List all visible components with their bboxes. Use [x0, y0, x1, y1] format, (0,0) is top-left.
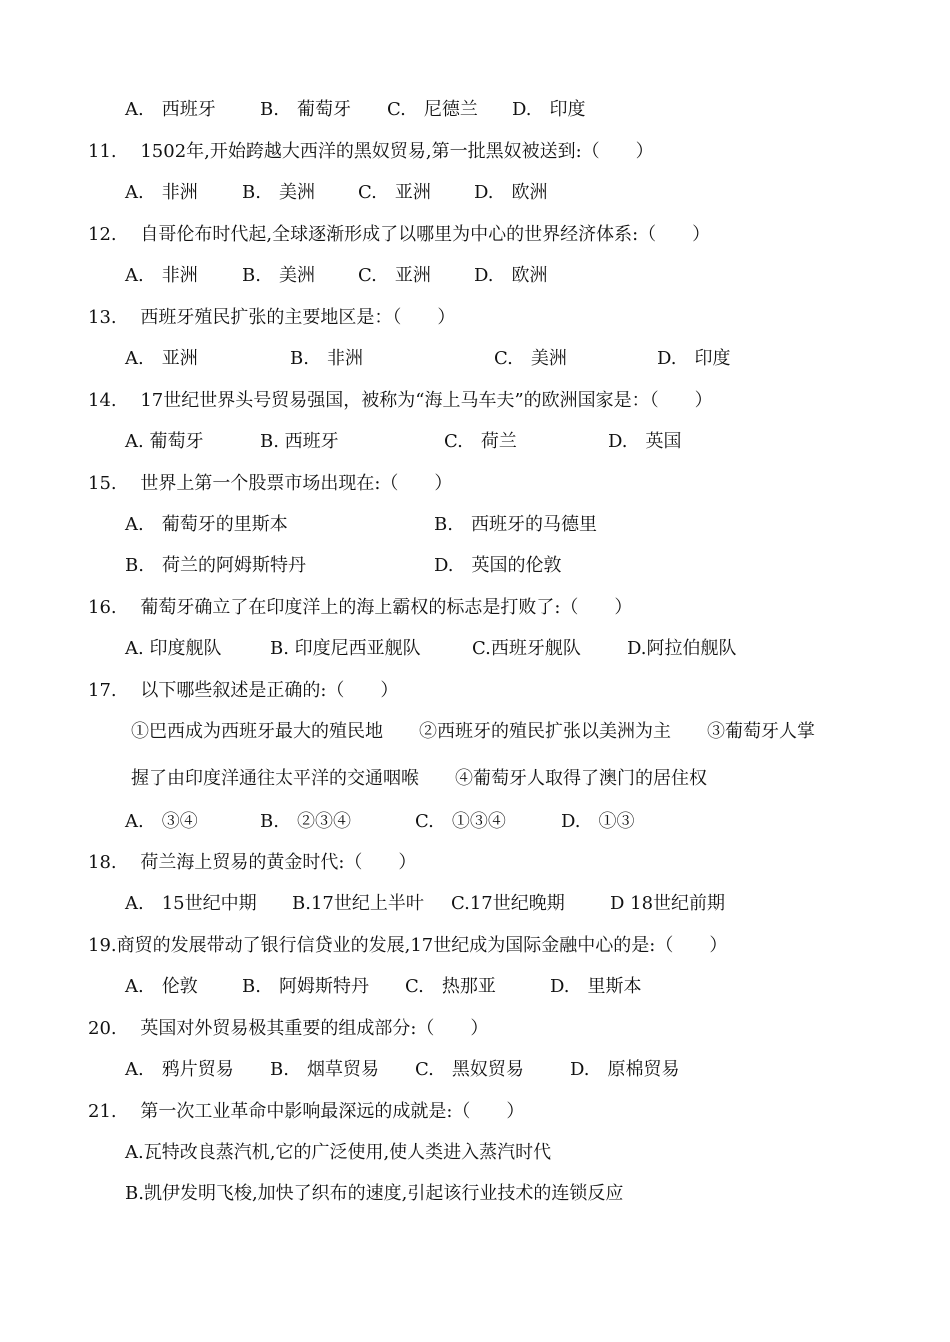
- option-b: B. 美洲: [242, 182, 315, 203]
- option-b: B. 西班牙: [260, 431, 339, 452]
- option-c: C. 亚洲: [358, 182, 431, 203]
- option-b: B. ②③④: [260, 811, 351, 832]
- option-d: D. ①③: [561, 811, 635, 832]
- option-d: D. 印度: [512, 99, 586, 120]
- option-d: D. 欧洲: [474, 182, 548, 203]
- option-b: B. 阿姆斯特丹: [242, 976, 369, 997]
- option-a: A. 伦敦: [125, 976, 198, 997]
- option-a: A. 西班牙: [125, 99, 216, 120]
- option-c: C.17世纪晚期: [451, 893, 565, 914]
- option-a: A. 葡萄牙的里斯本: [125, 514, 288, 535]
- option-c: C. 亚洲: [358, 265, 431, 286]
- option-b: B. 印度尼西亚舰队: [270, 638, 421, 659]
- question-stem: 20. 英国对外贸易极其重要的组成部分:（ ）: [88, 1018, 489, 1039]
- question-stem: 14. 17世纪世界头号贸易强国，被称为“海上马车夫”的欧洲国家是：（ ）: [88, 390, 713, 411]
- option-b: B. 非洲: [290, 348, 363, 369]
- question-stem: 13. 西班牙殖民扩张的主要地区是：（ ）: [88, 307, 456, 328]
- option-a: A. 非洲: [125, 182, 198, 203]
- option-a: A. 印度舰队: [125, 638, 222, 659]
- option-d: D. 原棉贸易: [570, 1059, 680, 1080]
- option-a: A. 15世纪中期: [125, 893, 257, 914]
- option-a: A. 亚洲: [125, 348, 198, 369]
- option-d: D. 欧洲: [474, 265, 548, 286]
- option-c: C. 荷兰: [444, 431, 517, 452]
- option-c: C. 美洲: [494, 348, 567, 369]
- option-c: C. ①③④: [415, 811, 506, 832]
- option-c: C. 热那亚: [405, 976, 496, 997]
- option-b: B.凯伊发明飞梭,加快了织布的速度,引起该行业技术的连锁反应: [125, 1183, 624, 1204]
- option-a: A. 鸦片贸易: [125, 1059, 234, 1080]
- question-stem: 16. 葡萄牙确立了在印度洋上的海上霸权的标志是打败了:（ ）: [88, 597, 633, 618]
- statement-line-1: ①巴西成为西班牙最大的殖民地 ②西班牙的殖民扩张以美洲为主 ③葡萄牙人掌: [131, 721, 815, 742]
- question-stem: 15. 世界上第一个股票市场出现在:（ ）: [88, 473, 453, 494]
- option-b: B. 葡萄牙: [260, 99, 351, 120]
- option-a: A.瓦特改良蒸汽机,它的广泛使用,使人类进入蒸汽时代: [125, 1142, 552, 1163]
- statement-line-2: 握了由印度洋通往太平洋的交通咽喉 ④葡萄牙人取得了澳门的居住权: [131, 768, 707, 789]
- option-a: A. 非洲: [125, 265, 198, 286]
- option-c: C. 黑奴贸易: [415, 1059, 524, 1080]
- option-a: A. 葡萄牙: [125, 431, 204, 452]
- option-d: D. 印度: [657, 348, 731, 369]
- question-stem: 11. 1502年,开始跨越大西洋的黑奴贸易,第一批黑奴被送到:（ ）: [88, 141, 654, 162]
- question-stem: 18. 荷兰海上贸易的黄金时代:（ ）: [88, 852, 417, 873]
- option-a: A. ③④: [125, 811, 198, 832]
- option-b: B. 烟草贸易: [270, 1059, 379, 1080]
- question-stem: 21. 第一次工业革命中影响最深远的成就是:（ ）: [88, 1101, 525, 1122]
- option-d: D 18世纪前期: [610, 893, 726, 914]
- question-stem: 19.商贸的发展带动了银行信贷业的发展,17世纪成为国际金融中心的是:（ ）: [88, 935, 728, 956]
- option-b: B. 西班牙的马德里: [434, 514, 597, 535]
- option-c: C.西班牙舰队: [472, 638, 581, 659]
- option-d: D.阿拉伯舰队: [627, 638, 737, 659]
- option-b: B. 美洲: [242, 265, 315, 286]
- option-c: C. 尼德兰: [387, 99, 478, 120]
- question-stem: 12. 自哥伦布时代起,全球逐渐形成了以哪里为中心的世界经济体系:（ ）: [88, 224, 711, 245]
- option-d: D. 里斯本: [550, 976, 642, 997]
- option-d: D. 英国: [608, 431, 682, 452]
- option-c: B. 荷兰的阿姆斯特丹: [125, 555, 306, 576]
- option-d: D. 英国的伦敦: [434, 555, 562, 576]
- option-b: B.17世纪上半叶: [292, 893, 424, 914]
- question-stem: 17. 以下哪些叙述是正确的:（ ）: [88, 680, 399, 701]
